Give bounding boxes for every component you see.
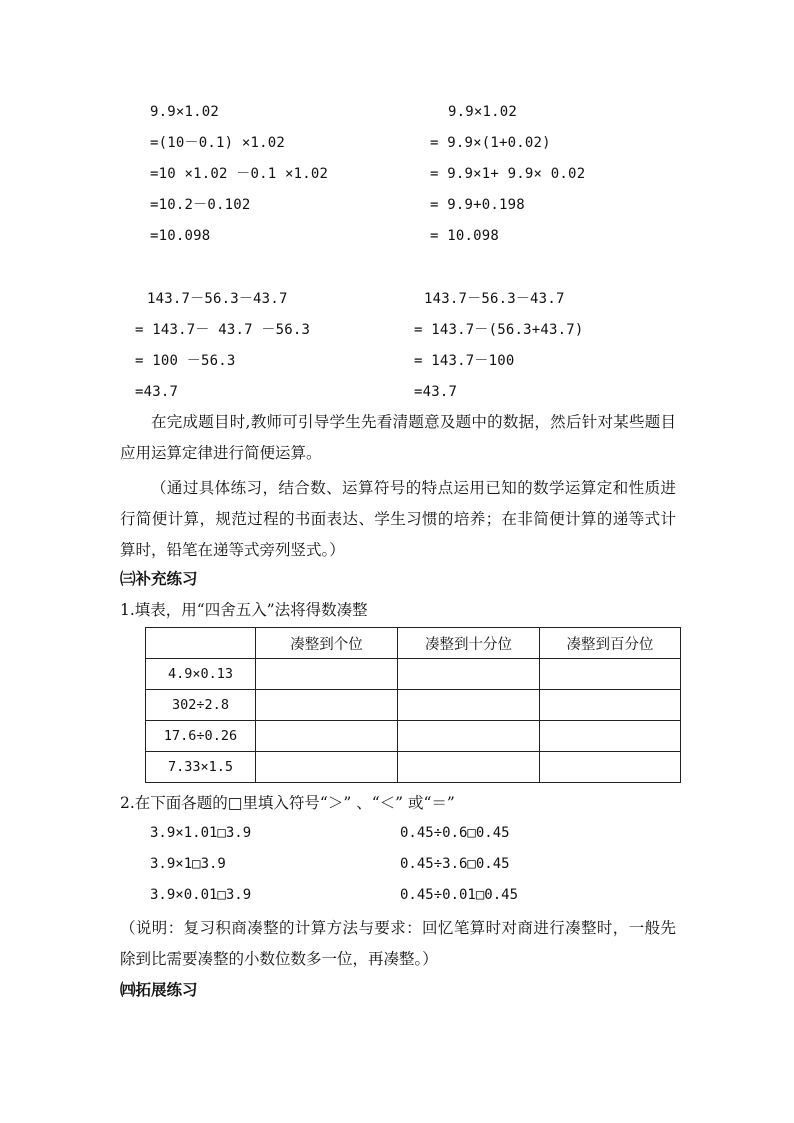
table-header-cell bbox=[146, 628, 256, 659]
table-row-expression: 302÷2.8 bbox=[146, 690, 256, 721]
calc-line: = 10.098 bbox=[430, 228, 500, 244]
answer-cell[interactable] bbox=[398, 752, 540, 783]
question-2: 2.在下面各题的□里填入符号“＞” 、“＜” 或“＝” bbox=[120, 794, 455, 812]
compare-item[interactable]: 0.45÷0.01□0.45 bbox=[400, 887, 519, 903]
answer-cell[interactable] bbox=[540, 721, 681, 752]
rounding-table bbox=[145, 627, 681, 783]
calc-line: 143.7－56.3－43.7 bbox=[424, 291, 565, 307]
calc-line: =10.098 bbox=[150, 228, 211, 244]
calc-line: = 9.9+0.198 bbox=[430, 197, 525, 213]
answer-cell[interactable] bbox=[256, 721, 398, 752]
calc-line: = 143.7－ 43.7 －56.3 bbox=[135, 322, 311, 338]
section-heading-extension: ㈣拓展练习 bbox=[120, 980, 198, 999]
table-row bbox=[146, 659, 681, 690]
answer-cell[interactable] bbox=[540, 752, 681, 783]
calc-line: 143.7－56.3－43.7 bbox=[147, 291, 288, 307]
answer-cell[interactable] bbox=[398, 721, 540, 752]
compare-item[interactable]: 0.45÷3.6□0.45 bbox=[400, 856, 510, 872]
calc-line: =(10－0.1) ×1.02 bbox=[150, 135, 286, 151]
calc-line: =10.2－0.102 bbox=[150, 197, 251, 213]
table-row bbox=[146, 721, 681, 752]
calc-line: = 143.7－(56.3+43.7) bbox=[414, 322, 584, 338]
table-row bbox=[146, 752, 681, 783]
compare-item[interactable]: 3.9×1.01□3.9 bbox=[150, 825, 252, 841]
calc-line: = 9.9×(1+0.02) bbox=[430, 135, 551, 151]
table-header-row bbox=[146, 628, 681, 659]
table-row-expression: 4.9×0.13 bbox=[146, 659, 256, 690]
explanation-paragraph: （说明：复习积商凑整的计算方法与要求：回忆笔算时对商进行凑整时，一般先除到比需要凑整的小数位数多一位，再凑整。） bbox=[120, 919, 676, 968]
compare-item[interactable]: 3.9×0.01□3.9 bbox=[150, 887, 252, 903]
table-header-cell: 凑整到个位 bbox=[256, 628, 398, 659]
answer-cell[interactable] bbox=[398, 690, 540, 721]
calc-line: = 100 －56.3 bbox=[135, 353, 236, 369]
question-1: 1.填表，用“四舍五入”法将得数凑整 bbox=[120, 601, 368, 619]
calc-line: 9.9×1.02 bbox=[448, 104, 518, 120]
calc-line: = 9.9×1+ 9.9× 0.02 bbox=[430, 166, 586, 182]
calc-line: =43.7 bbox=[414, 384, 458, 400]
calc-line: =10 ×1.02 －0.1 ×1.02 bbox=[150, 166, 329, 182]
design-note-paragraph: （通过具体练习，结合数、运算符号的特点运用已知的数学运算定和性质进行简便计算，规范过程的书面表达、学生习惯的培养；在非简便计算的递等式计算时，铅笔在递等式旁列竖式。） bbox=[120, 479, 676, 559]
table-header-cell: 凑整到十分位 bbox=[398, 628, 540, 659]
answer-cell[interactable] bbox=[256, 752, 398, 783]
section-heading-supplementary: ㈢补充练习 bbox=[120, 569, 198, 588]
calc-line: =43.7 bbox=[135, 384, 179, 400]
answer-cell[interactable] bbox=[540, 659, 681, 690]
compare-item[interactable]: 3.9×1□3.9 bbox=[150, 856, 226, 872]
table-row bbox=[146, 690, 681, 721]
compare-item[interactable]: 0.45÷0.6□0.45 bbox=[400, 825, 510, 841]
teacher-note-paragraph: 在完成题目时,教师可引导学生先看清题意及题中的数据，然后针对某些题目应用运算定律进行简便运算。 bbox=[120, 413, 676, 462]
calc-line: 9.9×1.02 bbox=[150, 104, 220, 120]
answer-cell[interactable] bbox=[540, 690, 681, 721]
table-row-expression: 7.33×1.5 bbox=[146, 752, 256, 783]
table-header-cell: 凑整到百分位 bbox=[540, 628, 681, 659]
answer-cell[interactable] bbox=[256, 659, 398, 690]
answer-cell[interactable] bbox=[256, 690, 398, 721]
table-row-expression: 17.6÷0.26 bbox=[146, 721, 256, 752]
calc-line: = 143.7－100 bbox=[414, 353, 515, 369]
answer-cell[interactable] bbox=[398, 659, 540, 690]
